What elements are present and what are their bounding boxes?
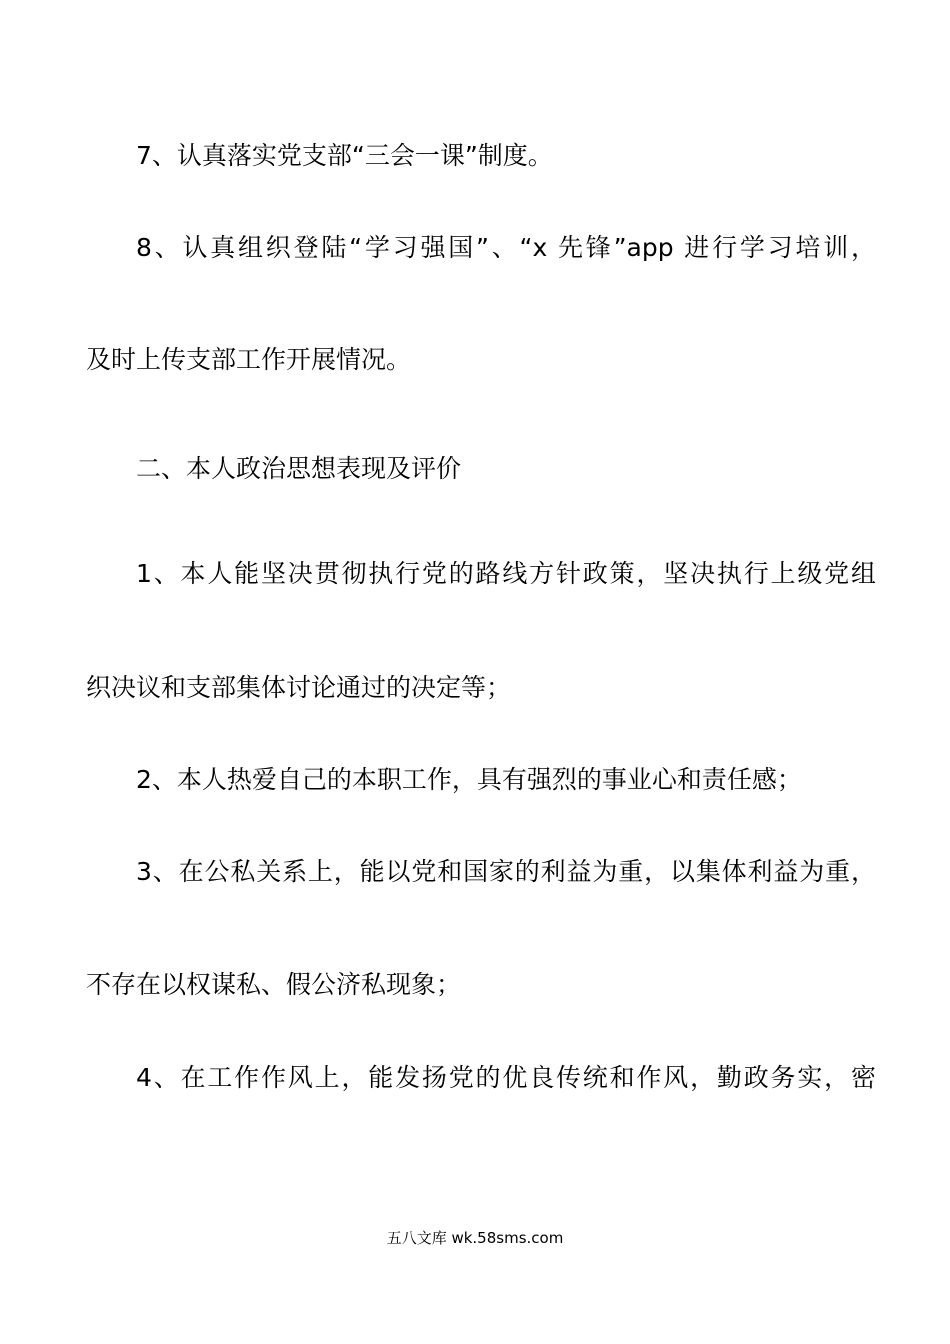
paragraph-item-4-line-1: 4、在工作作风上，能发扬党的优良传统和作风，勤政务实，密 [136,1063,876,1092]
paragraph-item-1-line-2: 织决议和支部集体讨论通过的决定等； [86,673,512,702]
paragraph-item-1-line-1: 1、本人能坚决贯彻执行党的路线方针政策，坚决执行上级党组 [136,559,876,588]
paragraph-item-7: 7、认真落实党支部“三会一课”制度。 [136,141,553,170]
paragraph-item-8-line-1: 8、认真组织登陆“学习强国”、“x 先锋”app 进行学习培训， [136,233,876,262]
paragraph-item-3-line-1: 3、在公私关系上，能以党和国家的利益为重，以集体利益为重， [136,857,876,886]
paragraph-item-8-line-2: 及时上传支部工作开展情况。 [86,345,412,374]
page-footer-watermark: 五八文库 wk.58sms.com [386,1229,564,1247]
section-heading-2: 二、本人政治思想表现及评价 [136,454,462,483]
paragraph-item-2: 2、本人热爱自己的本职工作，具有强烈的事业心和责任感； [136,765,802,794]
paragraph-item-3-line-2: 不存在以权谋私、假公济私现象； [86,970,462,999]
